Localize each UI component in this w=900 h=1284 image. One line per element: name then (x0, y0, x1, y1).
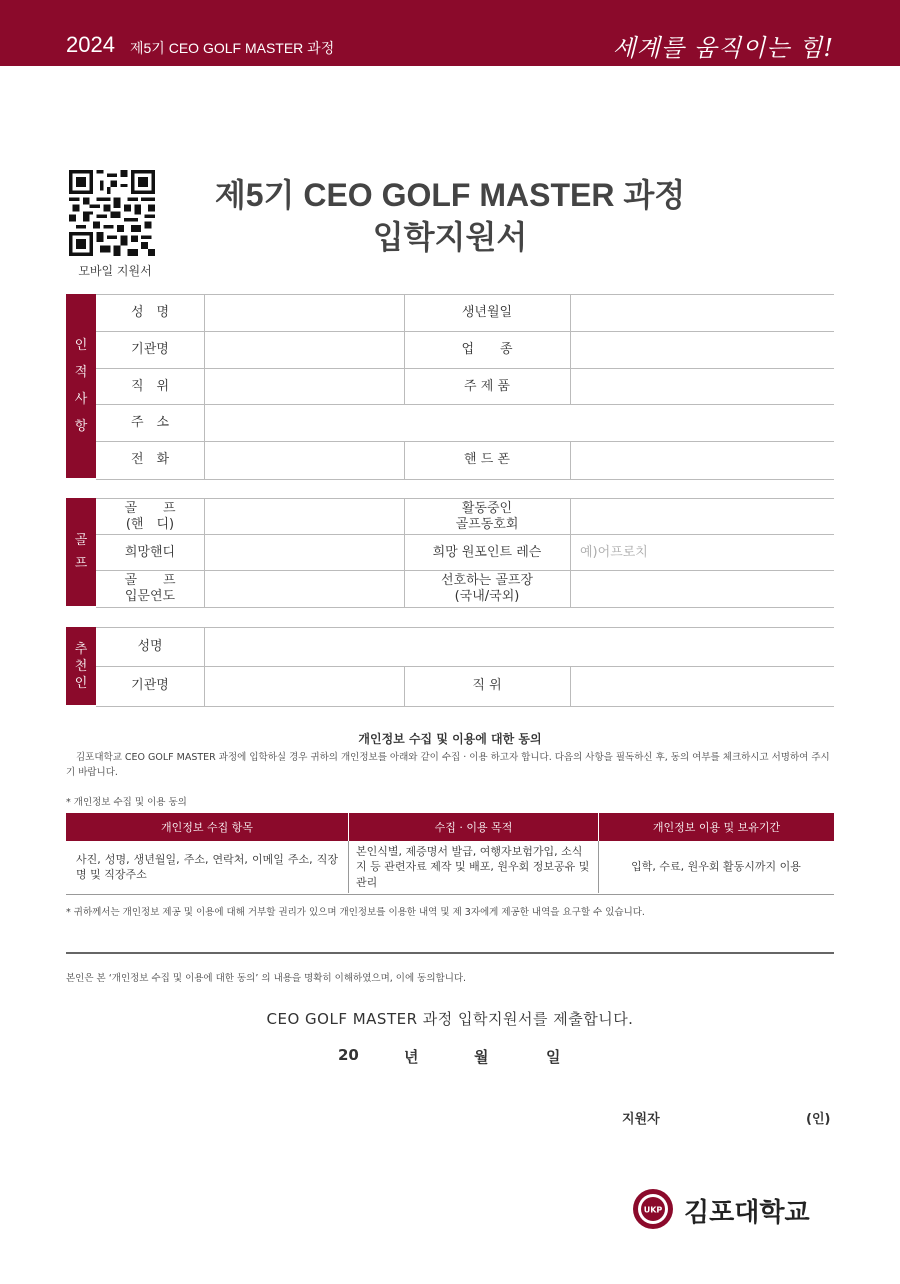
phone-field[interactable] (204, 442, 404, 479)
preferred-course-field[interactable] (570, 571, 834, 607)
label-address: 주 소 (130, 415, 170, 431)
label-handicap: 골 프 (핸 디) (124, 500, 176, 532)
header-bar (0, 0, 900, 66)
university-logo-text: 김포대학교 (684, 1198, 810, 1228)
golf-section-label: 골 프 (66, 498, 96, 606)
referrer-section-label: 추 천 인 (66, 627, 96, 705)
label-target-handicap: 희망핸디 (124, 544, 176, 560)
row-name (96, 294, 834, 332)
golf-section (66, 498, 834, 606)
target-handicap-field[interactable] (204, 535, 404, 571)
label-referrer-name: 성명 (137, 639, 163, 655)
industry-field[interactable] (570, 332, 834, 369)
header-course: 제5기 CEO GOLF MASTER 과정 (130, 40, 335, 56)
personal-section-label: 인 적 사 항 (66, 294, 96, 478)
label-preferred-course: 선호하는 골프장 (국내/국외) (440, 572, 534, 604)
date-year-label: 년 (404, 1048, 419, 1066)
handicap-field[interactable] (204, 499, 404, 535)
consent-body: 김포대학교 CEO GOLF MASTER 과정에 입학하실 경우 귀하의 개인정보를 아래와 같이 수집 · 이용 하고자 합니다. 다음의 사항을 필독하신 후, 동의 여부를 체크하시고 서명하여 주시기 바랍니다. (66, 752, 830, 778)
consent-note: * 개인정보 수집 및 이용 동의 (66, 797, 187, 808)
label-org: 기관명 (131, 342, 169, 358)
page-subtitle: 입학지원서 (372, 218, 528, 256)
seal-label: (인) (806, 1112, 831, 1127)
label-golf-club: 활동중인 골프동호회 (455, 500, 519, 532)
applicant-label: 지원자 (622, 1112, 660, 1127)
date-month-label: 월 (474, 1048, 489, 1066)
submit-statement: CEO GOLF MASTER 과정 입학지원서를 제출합니다. (266, 1010, 634, 1028)
consent-table (66, 813, 834, 895)
consent-header-period: 개인정보 이용 및 보유기간 (598, 813, 834, 841)
label-lesson: 희망 원포인트 레슨 (432, 544, 542, 560)
start-year-field[interactable] (204, 571, 404, 607)
consent-period: 입학, 수료, 원우회 활동시까지 이용 (631, 860, 801, 874)
golf-club-field[interactable] (570, 499, 834, 535)
product-field[interactable] (570, 369, 834, 405)
birth-field[interactable] (570, 295, 834, 332)
divider (66, 952, 834, 954)
referrer-name-field[interactable] (204, 628, 834, 667)
row-referrer-name (96, 627, 834, 667)
label-birth: 생년월일 (461, 305, 513, 321)
lesson-field[interactable]: 예)어프로치 (580, 544, 648, 560)
row-phone (96, 441, 834, 480)
label-mobile: 핸 드 폰 (464, 452, 510, 468)
referrer-position-field[interactable] (570, 667, 834, 706)
svg-text:UKP: UKP (643, 1205, 663, 1215)
row-address (96, 404, 834, 442)
referrer-org-field[interactable] (204, 667, 404, 706)
label-product: 주 제 품 (464, 378, 510, 394)
label-start-year: 골 프 입문연도 (124, 572, 176, 604)
consent-items: 사진, 성명, 생년월일, 주소, 연락처, 이메일 주소, 직장명 및 직장주소 (76, 852, 338, 881)
label-referrer-org: 기관명 (131, 678, 169, 694)
date-day-label: 일 (546, 1048, 561, 1066)
label-industry: 업 종 (461, 342, 513, 358)
position-field[interactable] (204, 369, 404, 405)
consent-title: 개인정보 수집 및 이용에 대한 동의 (358, 732, 542, 746)
header-slogan: 세계를 움직이는 힘! (612, 34, 834, 62)
address-field[interactable] (204, 405, 834, 442)
row-start-year (96, 570, 834, 608)
row-referrer-org (96, 666, 834, 707)
header-year: 2024 (66, 32, 115, 57)
row-handicap (96, 498, 834, 535)
personal-section (66, 294, 834, 478)
org-field[interactable] (204, 332, 404, 369)
consent-purpose: 본인식별, 제증명서 발급, 여행자보험가입, 소식지 등 관련자료 제작 및 배포, 원우회 정보공유 및 관리 (356, 844, 590, 889)
consent-rights-note: * 귀하께서는 개인정보 제공 및 이용에 대해 거부할 권리가 있으며 개인정보를 이용한 내역 및 제 3자에게 제공한 내역을 요구할 수 있습니다. (66, 907, 645, 918)
qr-label: 모바일 지원서 (78, 264, 152, 278)
row-org (96, 331, 834, 369)
label-position: 직 위 (130, 378, 170, 394)
mobile-field[interactable] (570, 442, 834, 479)
label-phone: 전 화 (130, 452, 170, 468)
row-target (96, 534, 834, 571)
date-year-prefix: 20 (338, 1046, 359, 1064)
label-referrer-position: 직 위 (472, 678, 502, 694)
name-field[interactable] (204, 295, 404, 332)
agreement-statement: 본인은 본 ‘개인정보 수집 및 이용에 대한 동의’ 의 내용을 명확히 이해하였으며, 이에 동의합니다. (66, 973, 467, 984)
page-title: 제5기 CEO GOLF MASTER 과정 (214, 177, 686, 213)
row-position (96, 368, 834, 405)
label-name: 성 명 (130, 305, 170, 321)
consent-header-purpose: 수집 · 이용 목적 (348, 813, 598, 841)
referrer-section (66, 627, 834, 705)
university-emblem-icon (632, 1188, 674, 1230)
consent-header-items: 개인정보 수집 항목 (66, 813, 348, 841)
